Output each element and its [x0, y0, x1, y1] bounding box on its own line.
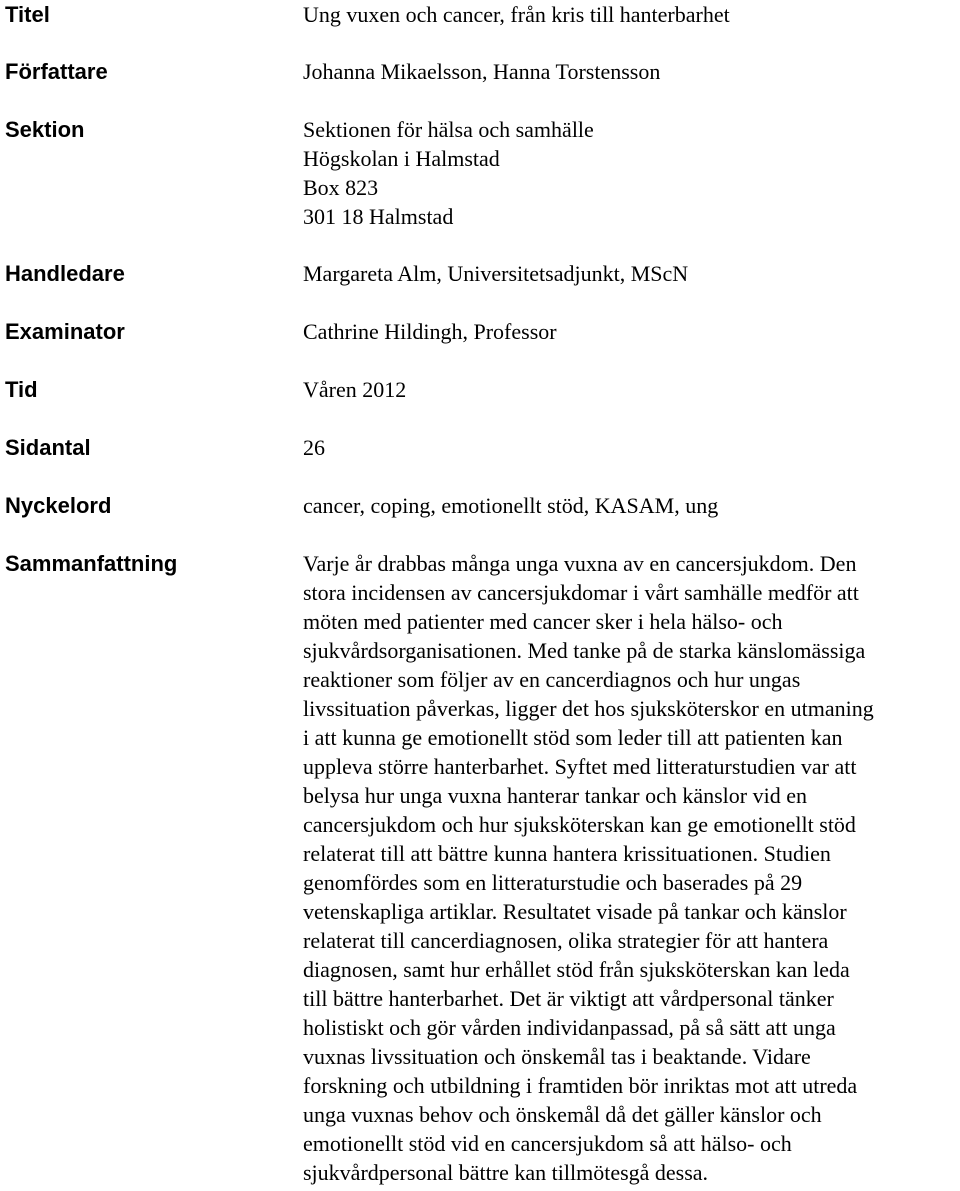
abstract-line: i att kunna ge emotionellt stöd som leder till att patienten kan: [303, 725, 843, 750]
abstract-line: möten med patienter med cancer sker i hela hälso- och: [303, 609, 783, 634]
abstract-line: holistiskt och gör vården individanpassad, på så sätt att unga: [303, 1015, 836, 1040]
label-forfattare: Författare: [5, 59, 108, 84]
value-examinator: Cathrine Hildingh, Professor: [303, 319, 557, 344]
abstract-line: uppleva större hanterbarhet. Syftet med litteraturstudien var att: [303, 754, 857, 779]
abstract-line: belysa hur unga vuxna hanterar tankar och känslor vid en: [303, 783, 807, 808]
abstract-line: relaterat till cancerdiagnosen, olika strategier för att hantera: [303, 928, 829, 953]
label-sammanfattning: Sammanfattning: [5, 551, 178, 576]
value-sektion: [303, 115, 594, 231]
label-examinator: Examinator: [5, 319, 125, 344]
abstract-line: unga vuxnas behov och önskemål då det gäller känslor och: [303, 1102, 822, 1127]
abstract-line: sjukvårdsorganisationen. Med tanke på de starka känslomässiga: [303, 638, 866, 663]
sektion-line: Högskolan i Halmstad: [303, 146, 500, 171]
value-nyckelord: cancer, coping, emotionellt stöd, KASAM, ung: [303, 493, 719, 518]
label-nyckelord: Nyckelord: [5, 493, 112, 518]
abstract-line: forskning och utbildning i framtiden bör inriktas mot att utreda: [303, 1073, 858, 1098]
abstract-line: sjukvårdpersonal bättre kan tillmötesgå dessa.: [303, 1160, 709, 1185]
abstract-line: vetenskapliga artiklar. Resultatet visade på tankar och känslor: [303, 899, 847, 924]
abstract-line: livssituation påverkas, ligger det hos sjuksköterskor en utmaning: [303, 696, 874, 721]
value-titel: Ung vuxen och cancer, från kris till hanterbarhet: [303, 2, 730, 27]
abstract-line: vuxnas livssituation och önskemål tas i beaktande. Vidare: [303, 1044, 811, 1069]
sektion-line: Sektionen för hälsa och samhälle: [303, 117, 594, 142]
label-titel: Titel: [5, 2, 50, 27]
abstract-line: till bättre hanterbarhet. Det är viktigt att vårdpersonal tänker: [303, 986, 834, 1011]
abstract-line: emotionellt stöd vid en cancersjukdom så att hälso- och: [303, 1131, 792, 1156]
value-sidantal: 26: [303, 435, 325, 460]
sektion-line: Box 823: [303, 175, 379, 200]
label-tid: Tid: [5, 377, 38, 402]
abstract-line: reaktioner som följer av en cancerdiagnos och hur ungas: [303, 667, 801, 692]
label-sektion: Sektion: [5, 117, 85, 142]
abstract-body: [303, 549, 958, 1187]
label-sidantal: Sidantal: [5, 435, 91, 460]
abstract-line: diagnosen, samt hur erhållet stöd från sjuksköterskan kan leda: [303, 957, 850, 982]
abstract-line: genomfördes som en litteraturstudie och baserades på 29: [303, 870, 803, 895]
abstract-line: relaterat till att bättre kunna hantera krissituationen. Studien: [303, 841, 831, 866]
label-handledare: Handledare: [5, 261, 125, 286]
value-tid: Våren 2012: [303, 377, 407, 402]
abstract-line: cancersjukdom och hur sjuksköterskan kan ge emotionellt stöd: [303, 812, 856, 837]
abstract-line: stora incidensen av cancersjukdomar i vårt samhälle medför att: [303, 580, 859, 605]
value-forfattare: Johanna Mikaelsson, Hanna Torstensson: [303, 59, 661, 84]
abstract-line: Varje år drabbas många unga vuxna av en cancersjukdom. Den: [303, 551, 857, 576]
sektion-line: 301 18 Halmstad: [303, 204, 454, 229]
value-handledare: Margareta Alm, Universitetsadjunkt, MScN: [303, 261, 689, 286]
